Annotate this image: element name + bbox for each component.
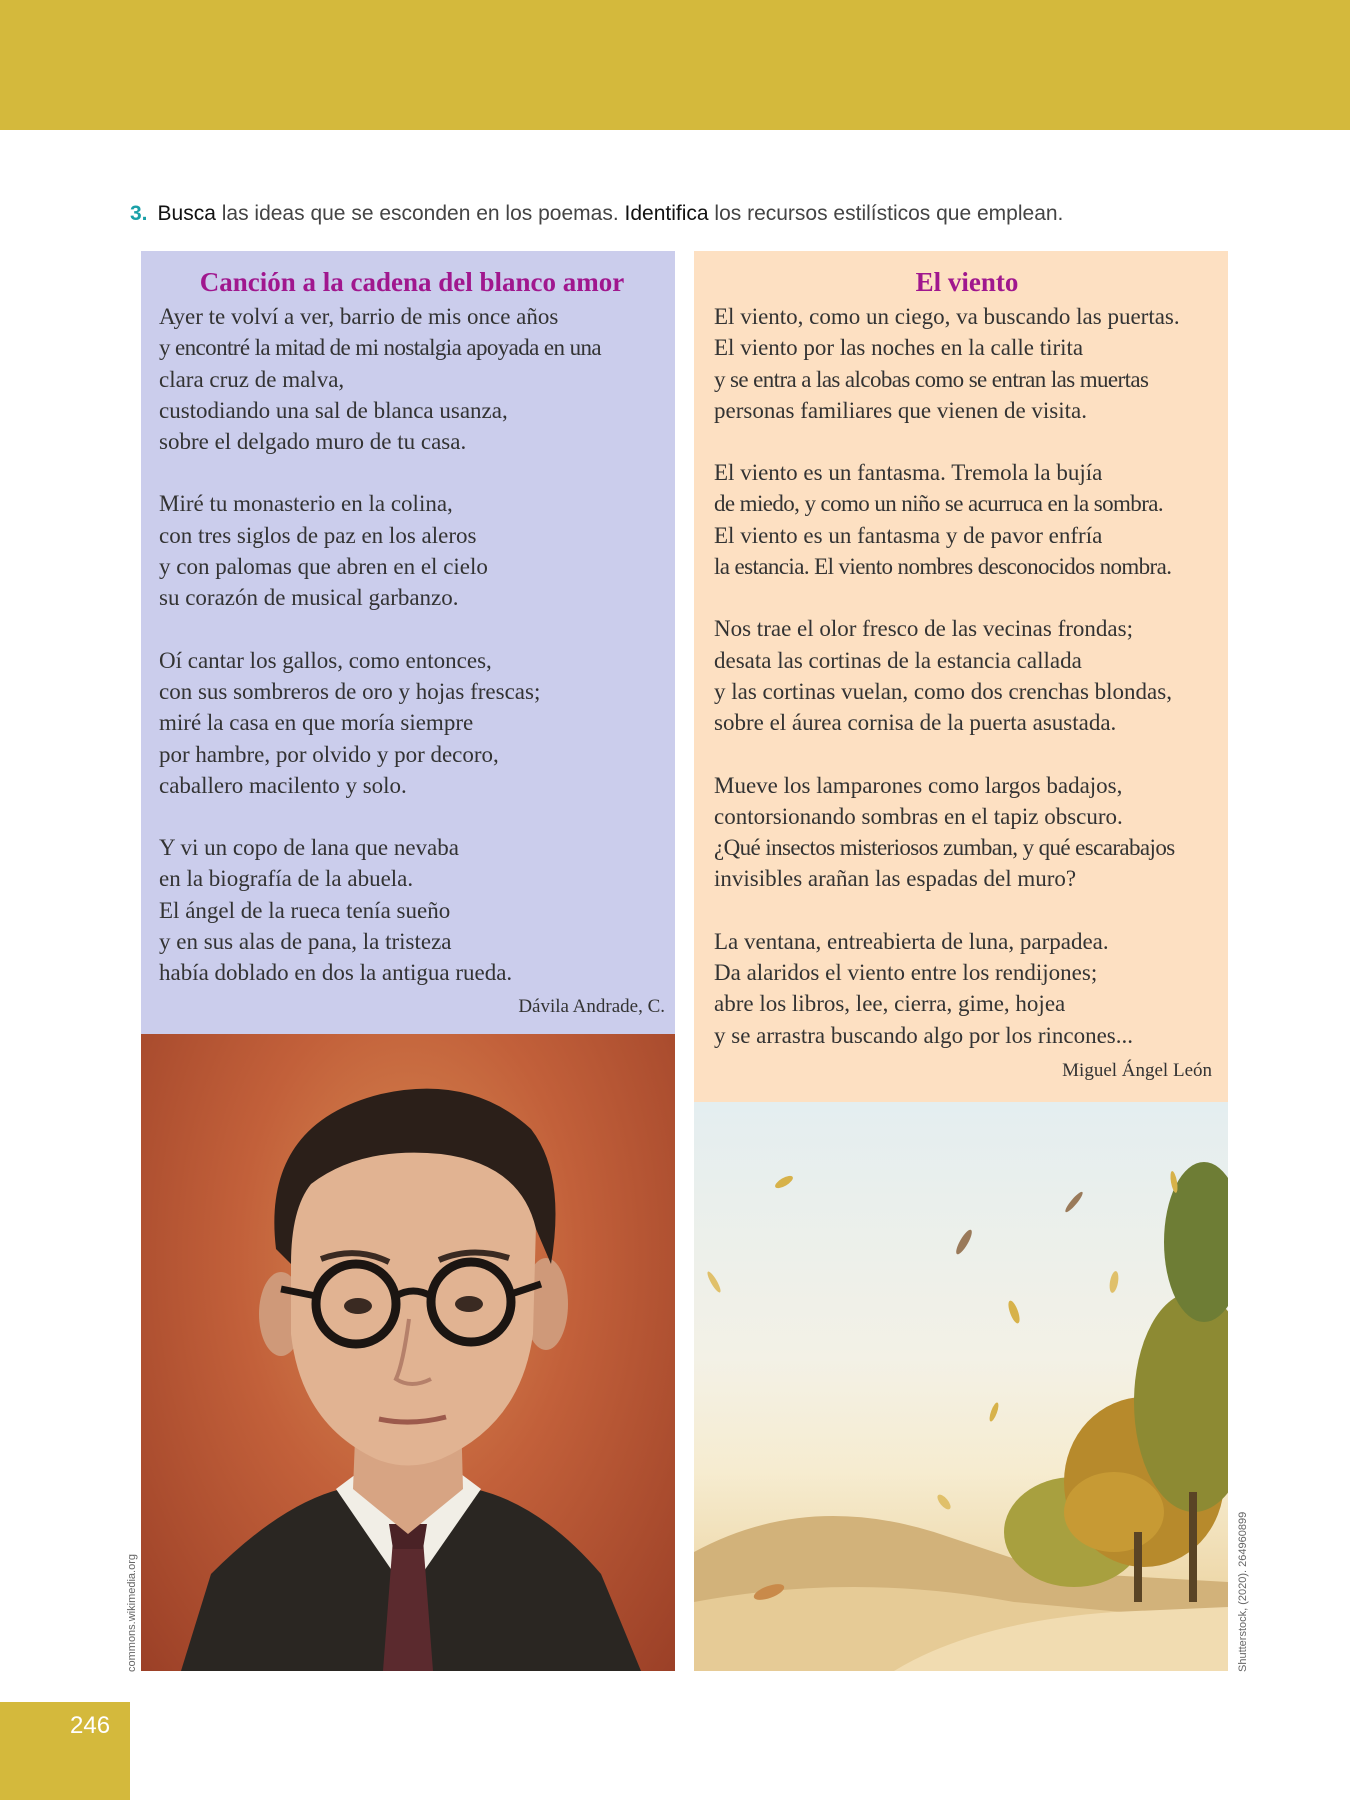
poem-line: El ángel de la rueca tenía sueño	[159, 897, 451, 923]
instruction-verb-busca: Busca	[157, 202, 216, 225]
poem-line: abre los libros, lee, cierra, gime, hojea	[714, 991, 1066, 1017]
poem-left-stanza-3	[159, 645, 665, 801]
poem-panel-left	[141, 251, 675, 1034]
poem-line: con tres siglos de paz en los aleros	[159, 522, 477, 548]
poem-line: miré la casa en que moría siempre	[159, 710, 474, 736]
poem-line: invisibles arañan las espadas del muro?	[714, 866, 1077, 892]
poem-line: Miré tu monasterio en la colina,	[159, 491, 453, 517]
poem-line: y en sus alas de pana, la tristeza	[159, 929, 452, 955]
poem-title-right: El viento	[915, 267, 1019, 297]
activity-instruction	[130, 200, 1280, 228]
poem-line: sobre el delgado muro de tu casa.	[159, 429, 467, 455]
poem-right-stanza-1	[714, 301, 1220, 426]
poem-line: sobre el áurea cornisa de la puerta asustada.	[714, 710, 1117, 736]
poem-author-left: Dávila Andrade, C.	[518, 995, 665, 1017]
landscape-illustration	[694, 1102, 1228, 1671]
poem-left-stanza-2	[159, 488, 665, 613]
poem-line: Da alaridos el viento entre los rendijones;	[714, 960, 1098, 986]
instruction-text-1: las ideas que se esconden en los poemas.	[215, 202, 625, 225]
poem-line: con sus sombreros de oro y hojas frescas;	[159, 678, 541, 704]
poem-left-stanza-1	[159, 301, 665, 457]
poem-line: en la biografía de la abuela.	[159, 866, 414, 892]
poem-title-left: Canción a la cadena del blanco amor	[199, 267, 625, 297]
poem-line: desata las cortinas de la estancia callada	[714, 647, 1082, 673]
poem-line: El viento por las noches en la calle tirita	[714, 335, 1084, 361]
poem-line: había doblado en dos la antigua rueda.	[159, 960, 513, 986]
poem-line: Ayer te volví a ver, barrio de mis once años	[159, 304, 559, 329]
poem-line: su corazón de musical garbanzo.	[159, 585, 459, 611]
portrait-illustration	[141, 1034, 675, 1671]
poem-right-stanza-4	[714, 770, 1220, 895]
photo-credit-left: commons.wikimedia.org	[126, 1554, 138, 1672]
poem-line: contorsionando sombras en el tapiz obscuro.	[714, 803, 1123, 829]
poem-line: El viento, como un ciego, va buscando las puertas.	[714, 304, 1180, 329]
poem-line: y se arrastra buscando algo por los rincones...	[714, 1022, 1133, 1048]
poem-line: La ventana, entreabierta de luna, parpadea.	[714, 928, 1109, 954]
poem-line: Nos trae el olor fresco de las vecinas frondas;	[714, 616, 1133, 642]
activity-number: 3.	[130, 202, 148, 225]
poem-author-right: Miguel Ángel León	[1062, 1059, 1212, 1081]
poem-line: El viento es un fantasma. Tremola la bujía	[714, 460, 1103, 486]
poem-right-stanza-2	[714, 457, 1220, 582]
author-portrait-image	[141, 1034, 675, 1671]
poem-line: y las cortinas vuelan, como dos crenchas blondas,	[714, 678, 1172, 704]
poem-line: clara cruz de malva,	[159, 366, 345, 392]
poem-line: personas familiares que vienen de visita.	[714, 397, 1087, 423]
autumn-landscape-image	[694, 1102, 1228, 1671]
poem-line: Y vi un copo de lana que nevaba	[159, 835, 459, 861]
poem-left-stanza-4	[159, 832, 665, 988]
poem-line: y encontré la mitad de mi nostalgia apoyada en una	[159, 335, 601, 361]
poem-line: la estancia. El viento nombres desconocidos nombra.	[714, 554, 1172, 580]
poem-line: y se entra a las alcobas como se entran las muertas	[714, 366, 1149, 392]
poem-line: por hambre, por olvido y por decoro,	[159, 741, 499, 767]
poem-panel-right	[694, 251, 1228, 1102]
page-number-tab	[0, 1702, 130, 1800]
poem-line: ¿Qué insectos misteriosos zumban, y qué escarabajos	[714, 835, 1175, 861]
poem-line: custodiando una sal de blanca usanza,	[159, 397, 508, 423]
top-color-band	[0, 0, 1350, 130]
poem-line: Mueve los lamparones como largos badajos,	[714, 772, 1123, 798]
poem-right-stanza-3	[714, 613, 1220, 738]
poem-line: Oí cantar los gallos, como entonces,	[159, 647, 492, 673]
instruction-text-2: los recursos estilísticos que emplean.	[708, 202, 1064, 225]
poem-right-stanza-5	[714, 926, 1220, 1051]
instruction-verb-identifica: Identifica	[624, 202, 709, 225]
poem-line: y con palomas que abren en el cielo	[159, 554, 488, 580]
poem-line: caballero macilento y solo.	[159, 772, 407, 798]
poem-line: El viento es un fantasma y de pavor enfría	[714, 522, 1103, 548]
poem-line: de miedo, y como un niño se acurruca en la sombra.	[714, 491, 1164, 517]
photo-credit-right: Shutterstock, (2020). 264960899	[1237, 1511, 1249, 1672]
page-number: 246	[70, 1712, 111, 1739]
